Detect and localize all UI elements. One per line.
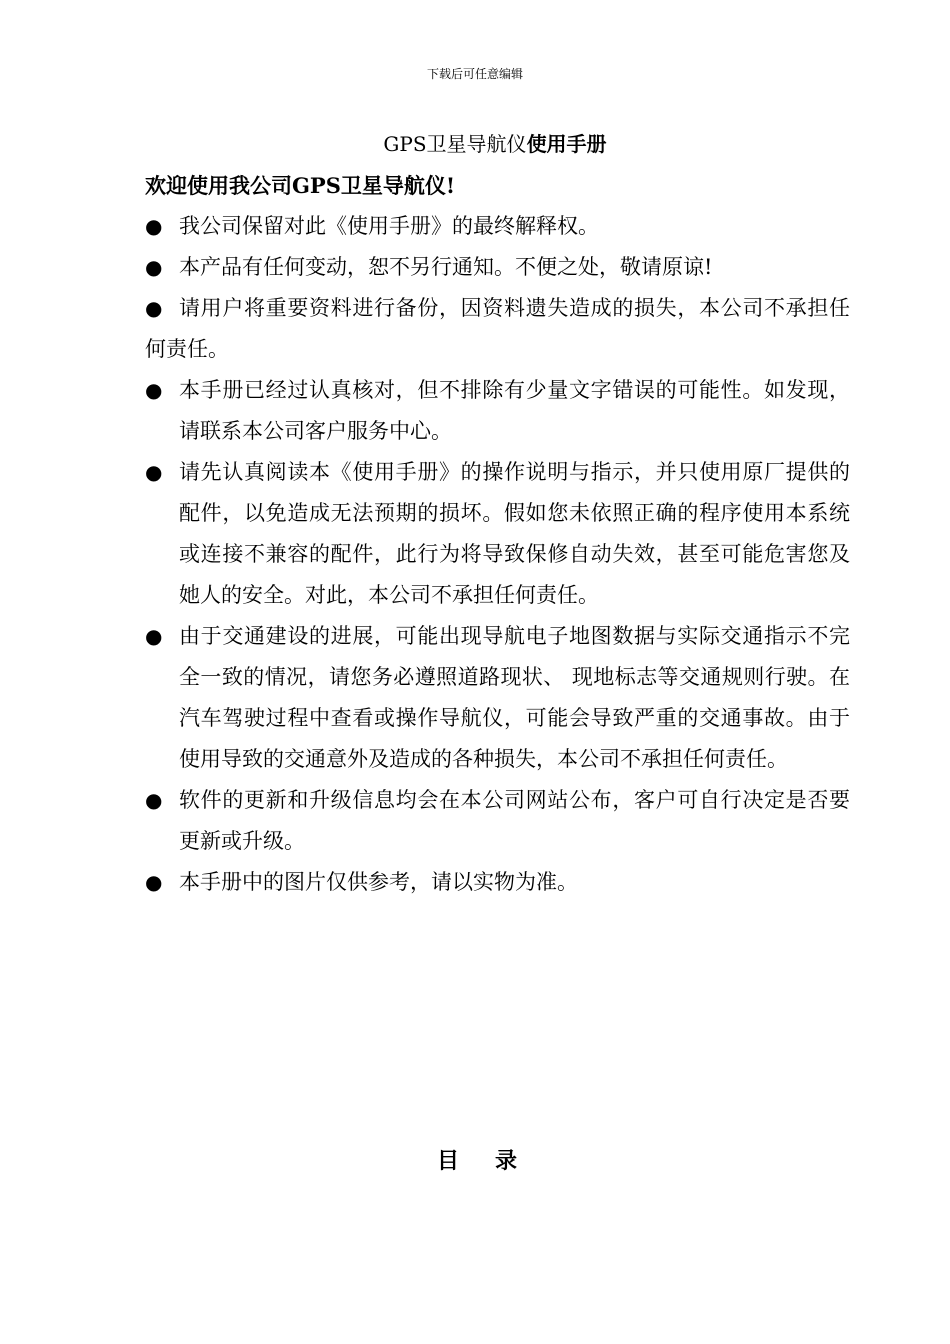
notice-text: 本手册已经过认真核对，但不排除有少量文字错误的可能性。如发现，请联系本公司客户服务中心。 xyxy=(179,378,850,443)
bullet-icon: ● xyxy=(145,460,163,484)
notice-item-1 xyxy=(145,206,850,247)
notice-item-6 xyxy=(145,616,850,780)
notice-item-3 xyxy=(145,288,850,370)
notice-item-4 xyxy=(145,370,850,452)
bullet-icon: ● xyxy=(145,870,163,894)
notice-text: 请用户将重要资料进行备份，因资料遗失造成的损失，本公司不承担任何责任。 xyxy=(145,296,850,361)
document-title xyxy=(0,130,950,158)
notice-text: 我公司保留对此《使用手册》的最终解释权。 xyxy=(179,214,599,238)
notice-item-5 xyxy=(145,452,850,616)
welcome-line: 欢迎使用我公司GPS卫星导航仪! xyxy=(145,173,456,198)
document-title-manual: 使用手册 xyxy=(526,132,607,156)
notice-text: 本手册中的图片仅供参考，请以实物为准。 xyxy=(179,870,578,894)
notice-list xyxy=(145,206,850,903)
toc-heading: 目录 xyxy=(436,1148,553,1174)
notice-item-7 xyxy=(145,780,850,862)
bullet-icon: ● xyxy=(145,296,163,320)
notice-item-2 xyxy=(145,247,850,288)
notice-text: 软件的更新和升级信息均会在本公司网站公布，客户可自行决定是否要更新或升级。 xyxy=(179,788,850,853)
notice-text: 请先认真阅读本《使用手册》的操作说明与指示，并只使用原厂提供的配件，以免造成无法预期的损坏。假如您未依照正确的程序使用本系统或连接不兼容的配件，此行为将导致保修自动失效，甚至可能危害您及她人的安全。对此，本公司不承担任何责任。 xyxy=(179,460,850,607)
bullet-icon: ● xyxy=(145,788,163,812)
bullet-icon: ● xyxy=(145,214,163,238)
bullet-icon: ● xyxy=(145,255,163,279)
page-header-note: 下载后可任意编辑 xyxy=(426,67,523,81)
notice-text: 由于交通建设的进展，可能出现导航电子地图数据与实际交通指示不完全一致的情况，请您务必遵照道路现状、 现地标志等交通规则行驶。在汽车驾驶过程中查看或操作导航仪，可能会导致严重的交通事故。由于使用导致的交通意外及造成的各种损失，本公司不承担任何责任。 xyxy=(179,624,850,771)
notice-text: 本产品有任何变动，恕不另行通知。不便之处，敬请原谅! xyxy=(179,255,713,279)
notice-item-8 xyxy=(145,862,850,903)
document-title-product: GPS卫星导航仪 xyxy=(383,132,527,156)
bullet-icon: ● xyxy=(145,624,163,648)
bullet-icon: ● xyxy=(145,378,163,402)
